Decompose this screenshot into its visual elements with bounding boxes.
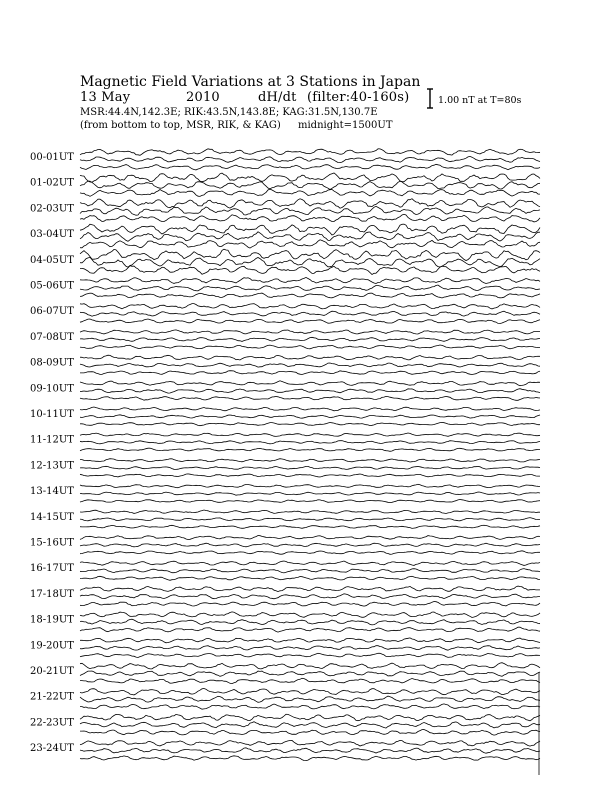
- trace-rik: [80, 466, 540, 469]
- trace-msr: [80, 164, 540, 170]
- hour-label: 17-18UT: [30, 588, 74, 600]
- trace-rik: [80, 206, 540, 215]
- trace-rik: [80, 671, 540, 676]
- trace-msr: [80, 602, 540, 607]
- chart-year: 2010: [186, 90, 220, 105]
- trace-kag: [80, 224, 540, 235]
- trace-msr: [80, 704, 540, 709]
- trace-kag: [80, 381, 540, 386]
- hour-label: 12-13UT: [30, 460, 74, 472]
- trace-kag: [80, 663, 540, 669]
- hour-label: 06-07UT: [30, 306, 74, 318]
- trace-kag: [80, 484, 540, 487]
- trace-kag: [80, 199, 540, 209]
- hour-label: 05-06UT: [30, 280, 74, 292]
- trace-rik: [80, 389, 540, 393]
- trace-msr: [80, 525, 540, 528]
- trace-rik: [80, 646, 540, 651]
- hour-label: 18-19UT: [30, 614, 74, 626]
- trace-kag: [80, 304, 540, 309]
- trace-msr: [80, 396, 540, 400]
- trace-kag: [80, 355, 540, 360]
- hour-label: 04-05UT: [30, 254, 74, 266]
- hour-label: 19-20UT: [30, 640, 74, 652]
- trace-kag: [80, 689, 540, 695]
- trace-kag: [80, 638, 540, 643]
- trace-kag: [80, 586, 540, 592]
- trace-rik: [80, 257, 540, 267]
- station-order-note: (from bottom to top, MSR, RIK, & KAG): [80, 120, 281, 131]
- trace-rik: [80, 748, 540, 753]
- trace-rik: [80, 722, 540, 728]
- trace-rik: [80, 415, 540, 418]
- hour-label: 07-08UT: [30, 331, 74, 343]
- trace-msr: [80, 653, 540, 657]
- trace-msr: [80, 266, 540, 275]
- trace-kag: [80, 330, 540, 334]
- trace-msr: [80, 756, 540, 761]
- hour-label: 09-10UT: [30, 383, 74, 395]
- hour-label: 13-14UT: [30, 486, 74, 498]
- trace-rows: [30, 149, 540, 761]
- hour-label: 03-04UT: [30, 229, 74, 241]
- chart-filter: (filter:40-160s): [307, 90, 410, 105]
- trace-kag: [80, 277, 540, 283]
- trace-rik: [80, 492, 540, 495]
- trace-rik: [80, 363, 540, 367]
- trace-msr: [80, 240, 540, 248]
- trace-rik: [80, 543, 540, 547]
- trace-kag: [80, 407, 540, 411]
- trace-msr: [80, 319, 540, 324]
- chart-quantity: dH/dt: [258, 90, 297, 105]
- midnight-note: midnight=1500UT: [298, 120, 393, 131]
- hour-label: 08-09UT: [30, 357, 74, 369]
- trace-msr: [80, 627, 540, 632]
- hour-label: 11-12UT: [30, 434, 74, 446]
- trace-rik: [80, 518, 540, 521]
- hour-label: 01-02UT: [30, 177, 74, 189]
- scale-label: 1.00 nT at T=80s: [438, 95, 522, 106]
- trace-msr: [80, 678, 540, 683]
- trace-kag: [80, 433, 540, 436]
- trace-msr: [80, 293, 540, 298]
- trace-msr: [80, 500, 540, 503]
- trace-msr: [80, 551, 540, 555]
- hour-label: 02-03UT: [30, 203, 74, 215]
- trace-msr: [80, 422, 540, 425]
- hour-label: 10-11UT: [30, 409, 74, 420]
- trace-kag: [80, 510, 540, 514]
- stations-line: MSR:44.4N,142.3E; RIK:43.5N,143.8E; KAG:31.5N,130.7E: [80, 107, 378, 118]
- trace-rik: [80, 285, 540, 291]
- trace-msr: [80, 474, 540, 477]
- hour-label: 20-21UT: [30, 666, 74, 677]
- trace-kag: [80, 612, 540, 618]
- trace-rik: [80, 696, 540, 702]
- trace-rik: [80, 156, 540, 162]
- trace-rik: [80, 337, 540, 341]
- trace-msr: [80, 345, 540, 349]
- hour-label: 23-24UT: [30, 743, 74, 755]
- trace-msr: [80, 214, 540, 222]
- trace-kag: [80, 536, 540, 540]
- trace-msr: [80, 576, 540, 580]
- trace-rik: [80, 441, 540, 444]
- hour-label: 15-16UT: [30, 537, 74, 549]
- hour-label: 22-23UT: [30, 717, 74, 729]
- trace-rik: [80, 311, 540, 316]
- trace-rik: [80, 619, 540, 625]
- trace-kag: [80, 149, 540, 156]
- trace-rik: [80, 569, 540, 573]
- trace-msr: [80, 189, 540, 196]
- trace-rik: [80, 232, 540, 242]
- trace-rik: [80, 181, 540, 189]
- hour-label: 16-17UT: [30, 563, 74, 575]
- trace-kag: [80, 173, 540, 182]
- chart-title: Magnetic Field Variations at 3 Stations in Japan: [80, 74, 421, 90]
- hour-label: 21-22UT: [30, 691, 74, 703]
- trace-msr: [80, 371, 540, 375]
- trace-kag: [80, 561, 540, 565]
- trace-kag: [80, 459, 540, 462]
- trace-msr: [80, 448, 540, 451]
- trace-kag: [80, 714, 540, 721]
- trace-msr: [80, 730, 540, 736]
- hour-label: 14-15UT: [30, 511, 74, 523]
- hour-label: 00-01UT: [30, 152, 74, 163]
- trace-kag: [80, 740, 540, 746]
- trace-rik: [80, 594, 540, 599]
- chart-date: 13 May: [80, 90, 131, 105]
